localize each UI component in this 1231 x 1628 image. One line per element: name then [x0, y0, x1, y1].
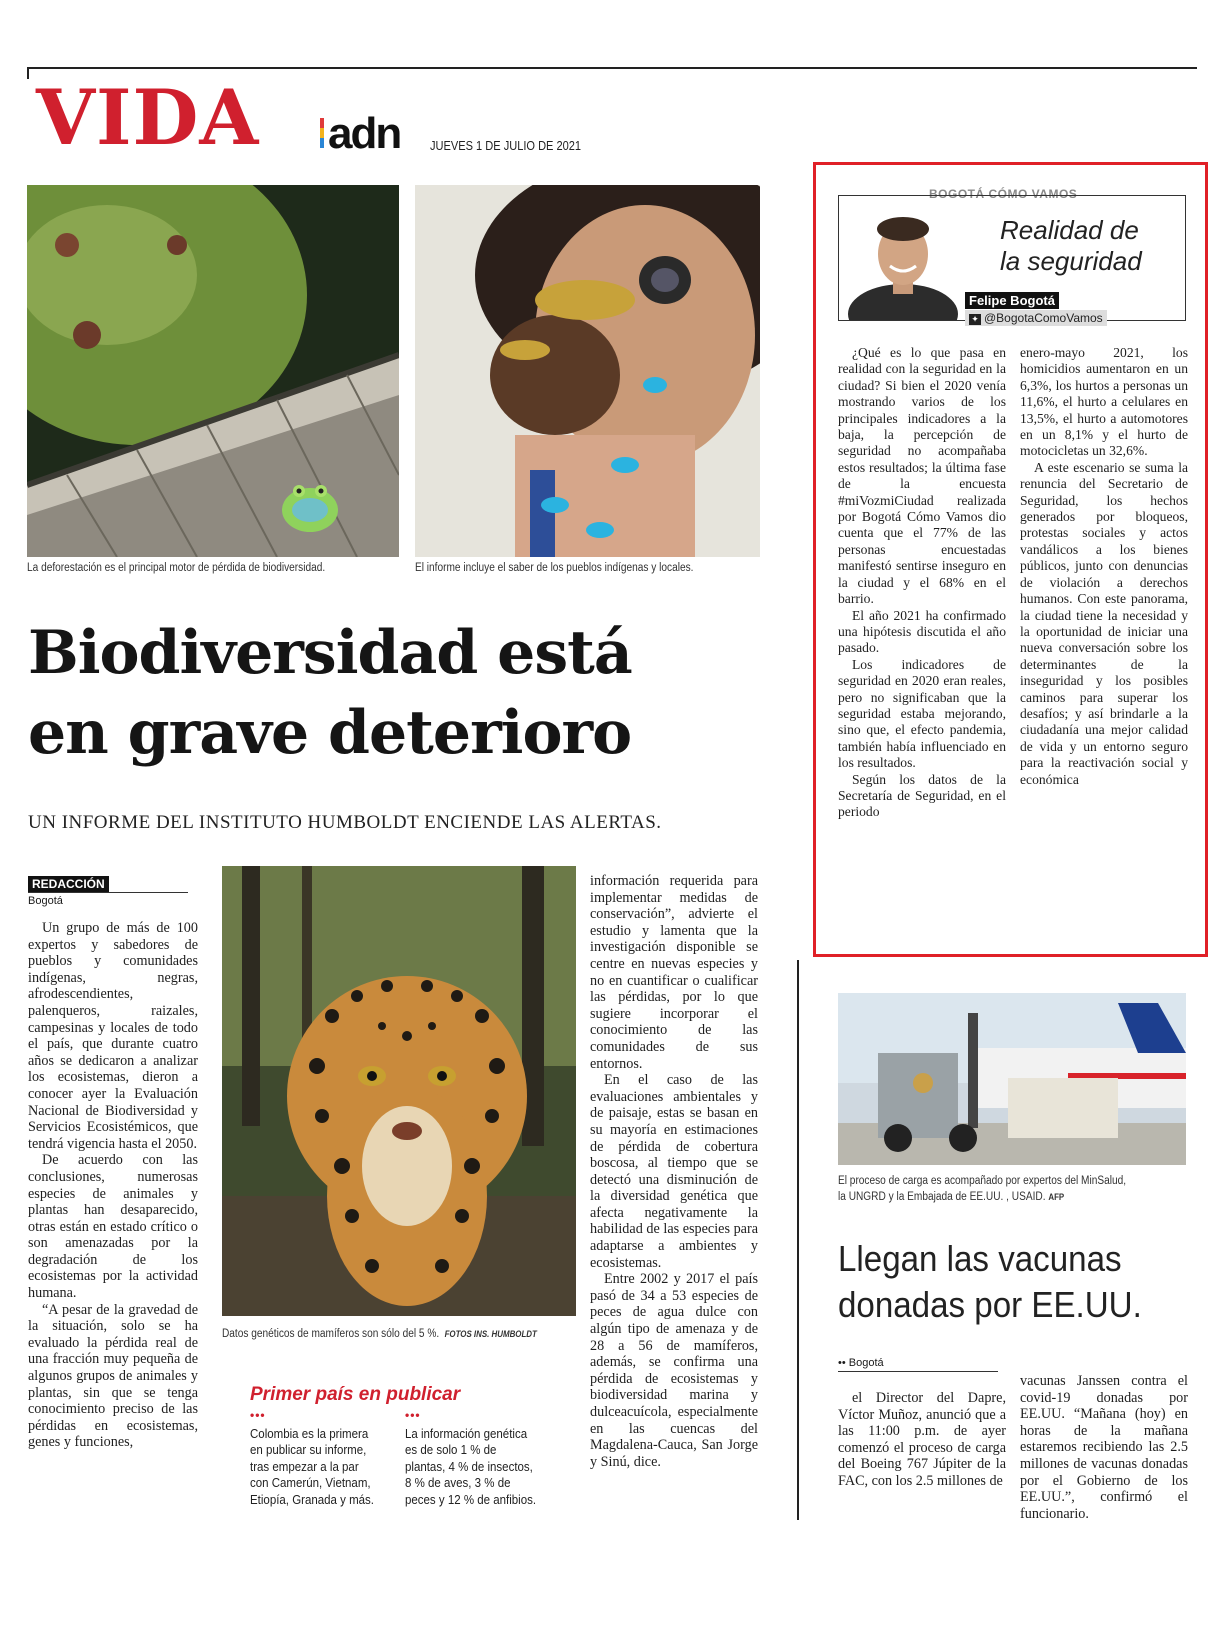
news-headline-line-2: donadas por EE.UU. [838, 1284, 1142, 1325]
main-col-3 [590, 873, 758, 1470]
main-col-1-p2: De acuerdo con las conclusiones, numerosas especies de animales y plantas han desaparecido, otras están en estado crítico o son amenazadas por la degradación de los ecosistemas por la actividad humana. [28, 1152, 198, 1302]
cargo-plane-photo [838, 993, 1186, 1165]
main-subhead: UN INFORME DEL INSTITUTO HUMBOLDT ENCIENDE LAS ALERTAS. [28, 812, 662, 833]
plane-caption-credit: AFP [1048, 1192, 1065, 1202]
main-col-1 [28, 920, 198, 1451]
byline: REDACCIÓN [28, 876, 109, 892]
main-col-3-p2: En el caso de las evaluaciones ambientales y de paisaje, estas se basan en su mayoría en estimaciones de pérdida de cobertura boscosa, al tiempo que se detectó una disminución de la diversidad genética que afecta negativamente la habilidad de las especies para adaptarse a ambientes y ecosistemas. [590, 1072, 758, 1271]
plane-caption [838, 1173, 1126, 1205]
opinion-col-2-p1: enero-mayo 2021, los homicidios aumentaron en un 6,3%, los hurtos a personas un 11,6%, el hurto a celulares en 13,5%, el hurto a automotores en un 8,1% y el hurto de motocicletas un 32,6%. [1020, 345, 1188, 459]
news-col-2-p1: vacunas Janssen contra el covid-19 donadas por EE.UU. “Mañana (hoy) en horas de la mañana estaremos recibiendo las 2.5 millones de vacunas donadas por el Gobierno de los EE.UU.”, confirmó el funcionario. [1020, 1373, 1188, 1522]
opinion-col-1-p4: Según los datos de la Secretaría de Seguridad, en el periodo [838, 771, 1006, 820]
main-col-3-p1: información requerida para implementar medidas de conservación”, advierte el estudio y lamenta que la investigación disponible se centre en nuevas especies y no en cuantificar o cualificar las pérdidas, por lo que sugiere incorporar el conocimiento de las comunidades de sus entornos. [590, 873, 758, 1072]
woman-photo [415, 185, 760, 557]
column-divider [797, 960, 799, 1520]
news-col-1-p1: el Director del Dapre, Víctor Muñoz, anunció que a las 11:00 p.m. de ayer comenzó el proceso de carga del Boeing 767 Júpiter de la FAC, con los 2.5 millones de [838, 1390, 1006, 1489]
opinion-col-1 [838, 345, 1006, 821]
dateline: JUEVES 1 DE JULIO DE 2021 [430, 138, 582, 153]
columnist-handle-text: @BogotaComoVamos [984, 311, 1103, 325]
section-title: VIDA [36, 73, 260, 162]
woman-caption: El informe incluye el saber de los pueblos indígenas y locales. [415, 562, 694, 574]
top-rule-tick [27, 67, 29, 79]
jaguar-photo [222, 866, 576, 1316]
news-col-2 [1020, 1373, 1188, 1522]
jaguar-caption-text: Datos genéticos de mamíferos son sólo del 5 %. [222, 1328, 440, 1340]
news-col-1 [838, 1390, 1006, 1490]
frog-photo [27, 185, 399, 557]
callout-text-2: La información genética es de solo 1 % de plantas, 4 % de insectos, 8 % de aves, 3 % de peces y 12 % de anfibios. [405, 1427, 537, 1507]
byline-city: Bogotá [28, 892, 188, 907]
news-headline [838, 1236, 1142, 1328]
opinion-col-2 [1020, 345, 1188, 788]
columnist-name: Felipe Bogotá [965, 292, 1059, 309]
opinion-col-1-p2: El año 2021 ha confirmado una hipótesis discutida el año pasado. [838, 607, 1006, 656]
columnist-handle [965, 310, 1107, 326]
opinion-col-1-p1: ¿Qué es lo que pasa en realidad con la seguridad en la ciudad? Si bien el 2020 venía mostrando varios de los principales indicadores a la baja, la percepción de seguridad no acompañaba estos resultados; la última fase de la encuesta #miVozmiCiudad realizada por Bogotá Cómo Vamos dio cuenta que el 77% de las personas encuestadas manifestó sentirse inseguro en la ciudad y el 68% en el barrio. [838, 345, 1006, 607]
opinion-col-2-p2: A este escenario se suma la renuncia del Secretario de Seguridad, los hechos generados por bloqueos, protestas sociales y actos vandálicos a los bienes públicos, junto con denuncias de violación a derechos humanos. Con este panorama, la ciudad tiene la necesidad y la oportunidad de iniciar una nueva conversación sobre los determinantes de la inseguridad y los posibles caminos para superar los desafíos; y así brindarle a la ciudadanía una mejor calidad de vida y un entorno seguro para la reactivación social y económica [1020, 459, 1188, 787]
callout-dots-1: ••• [250, 1408, 266, 1422]
news-city: •• Bogotá [838, 1357, 998, 1372]
news-headline-line-1: Llegan las vacunas [838, 1238, 1122, 1279]
main-col-3-p3: Entre 2002 y 2017 el país pasó de 34 a 53 especies de peces de agua dulce con algún tipo de amenaza y de 28 a 56 de mamíferos, además, se confirma una pérdida de ecosistemas y biodiversidad marina y dulceacuícola, especialmente en las cuencas del Magdalena-Cauca, San Jorge y Sinú, dice. [590, 1271, 758, 1470]
plane-caption-line-1: El proceso de carga es acompañado por expertos del MinSalud, [838, 1175, 1127, 1187]
frog-caption: La deforestación es el principal motor de pérdida de biodiversidad. [27, 562, 326, 574]
callout-dots-2: ••• [405, 1408, 421, 1422]
jaguar-caption [222, 1328, 537, 1340]
main-col-1-p3: “A pesar de la gravedad de la situación, solo se ha evaluado la pérdida real de una fracción muy pequeña de algunos grupos de animales y plantas, sin que se tenga conocimiento preciso de las pérdidas en ecosistemas, genes y funciones, [28, 1301, 198, 1451]
plane-caption-line-2: la UNGRD y la Embajada de EE.UU. , USAID. AFP [838, 1191, 1065, 1203]
main-headline [28, 613, 758, 773]
top-rule [27, 67, 1197, 69]
jaguar-caption-credit: FOTOS INS. HUMBOLDT [444, 1329, 537, 1339]
callout-title: Primer país en publicar [250, 1384, 461, 1405]
main-headline-line-2: en grave deterioro [28, 698, 632, 768]
opinion-title-line-2: la seguridad [1000, 246, 1142, 276]
brand-logo: adn [328, 109, 401, 158]
callout-text-1: Colombia es la primera en publicar su informe, tras empezar a la par con Camerún, Vietnam, Etiopía, Granada y más. [250, 1427, 375, 1507]
opinion-kicker: BOGOTÁ CÓMO VAMOS [929, 187, 1078, 201]
main-headline-line-1: Biodiversidad está [28, 618, 632, 688]
opinion-title [1000, 215, 1142, 277]
columnist-photo [848, 204, 958, 320]
main-col-1-p1: Un grupo de más de 100 expertos y sabedores de pueblos y comunidades indígenas, negras, afrodescendientes, palenqueros, raizales, campesinas y locales de todo el país, que durante cuatro años se dedicaron a analizar los ecosistemas, dieron a conocer ayer la Evaluación Nacional de Biodiversidad y Servicios Ecosistémicos, que tendrá vigencia hasta el 2050. [28, 920, 198, 1152]
twitter-icon: ✦ [969, 314, 981, 325]
opinion-title-line-1: Realidad de [1000, 215, 1139, 245]
opinion-col-1-p3: Los indicadores de seguridad en 2020 eran reales, pero no significaban que la seguridad estaba mejorando, sino que, el efecto pandemia, también había influenciado en los resultados. [838, 656, 1006, 771]
